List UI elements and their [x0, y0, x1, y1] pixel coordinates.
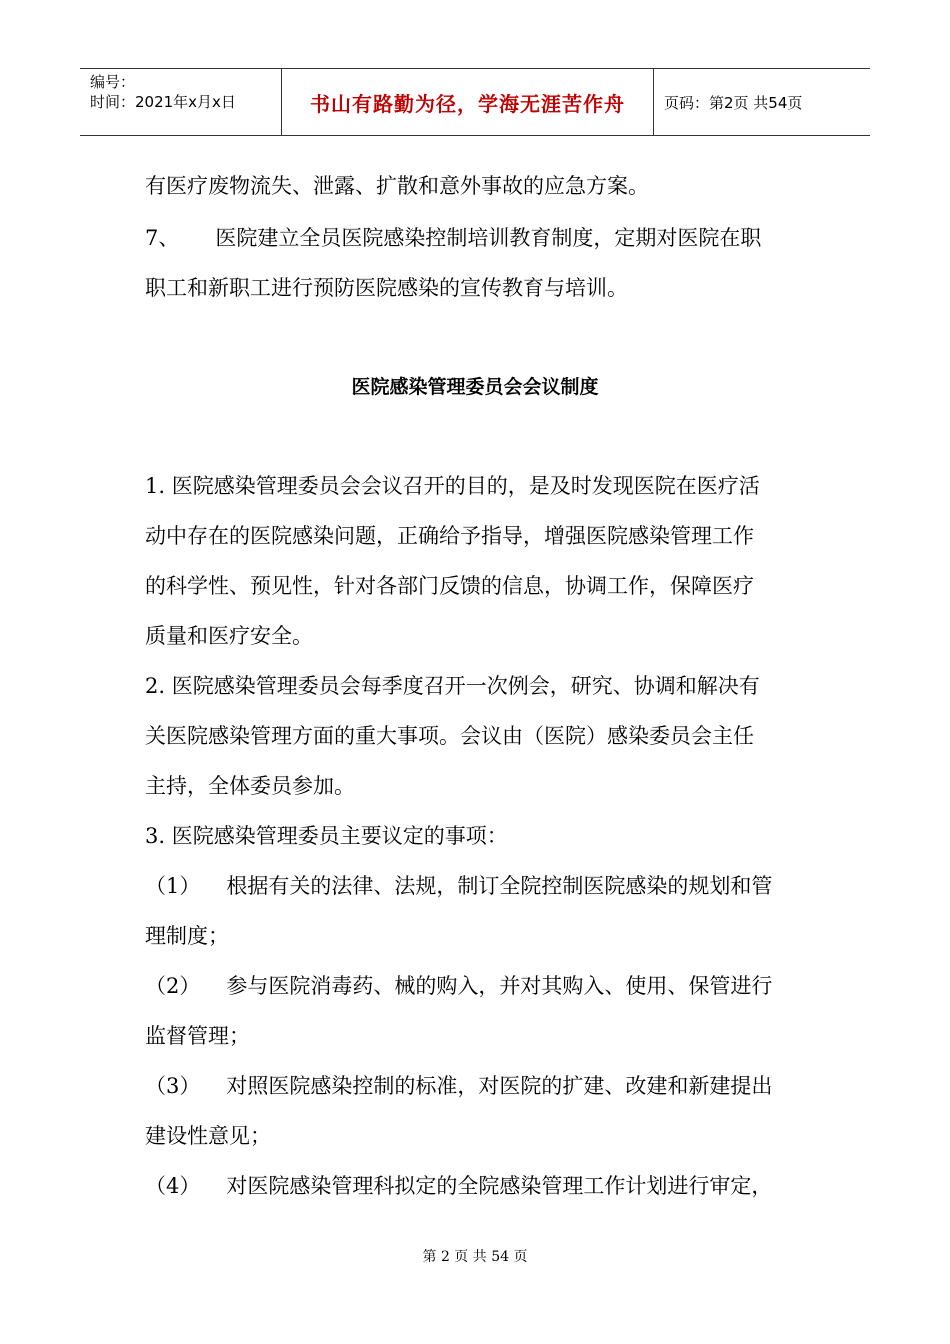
paragraph-line: 理制度； [145, 924, 229, 948]
sub-item-text: 参与医院消毒药、械的购入，并对其购入、使用、保管进行 [226, 974, 773, 998]
header-meta [80, 69, 282, 135]
sub-item-number: （2） [145, 974, 201, 998]
time-label: 时间：2021年x月x日 [90, 93, 236, 111]
sub-item-2 [145, 970, 772, 1000]
paragraph-line: 动中存在的医院感染问题，正确给予指导，增强医院感染管理工作 [145, 524, 754, 548]
sub-item-number: （4） [145, 1174, 201, 1198]
paragraph-line: 质量和医疗安全。 [145, 624, 313, 648]
item-7 [145, 222, 761, 252]
paragraph-line: 的科学性、预见性，针对各部门反馈的信息，协调工作，保障医疗 [145, 574, 754, 598]
item-7-text: 医院建立全员医院感染控制培训教育制度，定期对医院在职 [215, 226, 762, 250]
page-header [80, 68, 870, 136]
paragraph-3-line: 3. 医院感染管理委员主要议定的事项： [145, 824, 508, 848]
sub-item-text: 根据有关的法律、法规，制订全院控制医院感染的规划和管 [226, 874, 773, 898]
paragraph-line: 主持，全体委员参加。 [145, 774, 355, 798]
sub-item-1 [145, 870, 772, 900]
number-label: 编号： [90, 73, 136, 91]
header-motto: 书山有路勤为径，学海无涯苦作舟 [282, 69, 654, 135]
sub-item-4 [145, 1170, 772, 1200]
paragraph-1-first-line: 1. 医院感染管理委员会会议召开的目的，是及时发现医院在医疗活 [145, 474, 760, 498]
paragraph-2-first-line: 2. 医院感染管理委员会每季度召开一次例会，研究、协调和解决有 [145, 674, 760, 698]
header-page-info: 页码：第2页 共54页 [664, 93, 803, 112]
paragraph-line: 有医疗废物流失、泄露、扩散和意外事故的应急方案。 [145, 174, 649, 198]
sub-item-number: （1） [145, 874, 201, 898]
section-title: 医院感染管理委员会会议制度 [351, 376, 599, 398]
sub-item-text: 对照医院感染控制的标准，对医院的扩建、改建和新建提出 [226, 1074, 773, 1098]
sub-item-text: 对医院感染管理科拟定的全院感染管理工作计划进行审定， [226, 1174, 773, 1198]
sub-item-number: （3） [145, 1074, 201, 1098]
paragraph-line: 监督管理； [145, 1024, 250, 1048]
paragraph-line: 关医院感染管理方面的重大事项。会议由（医院）感染委员会主任 [145, 724, 754, 748]
paragraph-line: 职工和新职工进行预防医院感染的宣传教育与培训。 [145, 276, 628, 300]
page-footer: 第 2 页 共 54 页 [422, 1249, 528, 1265]
paragraph-line: 建设性意见； [145, 1124, 271, 1148]
item-7-number: 7、 [145, 226, 180, 250]
sub-item-3 [145, 1070, 772, 1100]
